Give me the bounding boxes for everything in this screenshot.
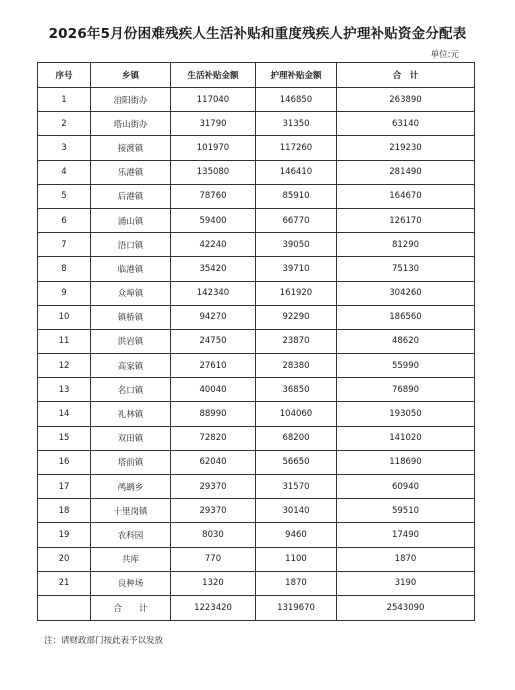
row-index: 21: [38, 571, 91, 595]
header-total: 合 计: [337, 63, 475, 88]
row-living-subsidy: 62040: [171, 450, 256, 474]
row-living-subsidy: 135080: [171, 160, 256, 184]
row-index: 4: [38, 160, 91, 184]
allocation-table: [37, 62, 475, 621]
row-town: 浯口镇: [91, 233, 171, 257]
table-row: [38, 208, 475, 232]
row-town: 名口镇: [91, 378, 171, 402]
row-living-subsidy: 29370: [171, 475, 256, 499]
row-living-subsidy: 88990: [171, 402, 256, 426]
row-living-subsidy: 29370: [171, 499, 256, 523]
row-total: 48620: [337, 329, 475, 353]
row-care-subsidy: 39050: [256, 233, 337, 257]
row-care-subsidy: 85910: [256, 184, 337, 208]
table-row: [38, 571, 475, 595]
row-living-subsidy: 78760: [171, 184, 256, 208]
table-row: [38, 160, 475, 184]
row-town: 镇桥镇: [91, 305, 171, 329]
row-index: 9: [38, 281, 91, 305]
row-living-subsidy: 35420: [171, 257, 256, 281]
row-total: 75130: [337, 257, 475, 281]
table-row: [38, 475, 475, 499]
table-header-row: [38, 63, 475, 88]
row-living-subsidy: 24750: [171, 329, 256, 353]
row-index: 16: [38, 450, 91, 474]
row-living-subsidy: 8030: [171, 523, 256, 547]
table-row: [38, 305, 475, 329]
total-index-cell: [38, 595, 91, 620]
row-living-subsidy: 142340: [171, 281, 256, 305]
row-town: 乐港镇: [91, 160, 171, 184]
row-care-subsidy: 30140: [256, 499, 337, 523]
row-living-subsidy: 770: [171, 547, 256, 571]
table-row: [38, 184, 475, 208]
row-care-subsidy: 1100: [256, 547, 337, 571]
header-town: 乡镇: [91, 63, 171, 88]
header-index: 序号: [38, 63, 91, 88]
row-town: 塔山街办: [91, 112, 171, 136]
row-index: 3: [38, 136, 91, 160]
row-care-subsidy: 23870: [256, 329, 337, 353]
table-row: [38, 450, 475, 474]
row-town: 洎阳街办: [91, 88, 171, 112]
row-index: 8: [38, 257, 91, 281]
row-town: 涌山镇: [91, 208, 171, 232]
row-index: 17: [38, 475, 91, 499]
row-care-subsidy: 1870: [256, 571, 337, 595]
row-town: 临港镇: [91, 257, 171, 281]
row-town: 鸬鹚乡: [91, 475, 171, 499]
row-total: 63140: [337, 112, 475, 136]
table-row: [38, 233, 475, 257]
row-town: 众埠镇: [91, 281, 171, 305]
row-town: 农科园: [91, 523, 171, 547]
unit-label: 单位:元: [430, 50, 459, 60]
total-care-subsidy: 1319670: [256, 595, 337, 620]
row-living-subsidy: 1320: [171, 571, 256, 595]
row-living-subsidy: 42240: [171, 233, 256, 257]
table-row: [38, 281, 475, 305]
row-town: 良种场: [91, 571, 171, 595]
row-care-subsidy: 104060: [256, 402, 337, 426]
row-living-subsidy: 117040: [171, 88, 256, 112]
row-town: 礼林镇: [91, 402, 171, 426]
row-index: 14: [38, 402, 91, 426]
row-total: 304260: [337, 281, 475, 305]
row-town: 十里岗镇: [91, 499, 171, 523]
row-total: 81290: [337, 233, 475, 257]
table-row: [38, 112, 475, 136]
row-index: 15: [38, 426, 91, 450]
footnote: 注：请财政部门按此表予以发放: [44, 636, 164, 646]
row-total: 186560: [337, 305, 475, 329]
row-care-subsidy: 66770: [256, 208, 337, 232]
row-total: 59510: [337, 499, 475, 523]
row-index: 11: [38, 329, 91, 353]
row-care-subsidy: 9460: [256, 523, 337, 547]
row-town: 双田镇: [91, 426, 171, 450]
row-living-subsidy: 59400: [171, 208, 256, 232]
row-index: 20: [38, 547, 91, 571]
row-total: 60940: [337, 475, 475, 499]
row-index: 7: [38, 233, 91, 257]
row-living-subsidy: 101970: [171, 136, 256, 160]
row-total: 126170: [337, 208, 475, 232]
row-index: 1: [38, 88, 91, 112]
row-total: 3190: [337, 571, 475, 595]
row-total: 141020: [337, 426, 475, 450]
row-living-subsidy: 72820: [171, 426, 256, 450]
row-index: 5: [38, 184, 91, 208]
row-index: 19: [38, 523, 91, 547]
header-living-subsidy: 生活补贴金额: [171, 63, 256, 88]
row-total: 118690: [337, 450, 475, 474]
total-label: 合 计: [91, 595, 171, 620]
row-care-subsidy: 28380: [256, 354, 337, 378]
row-care-subsidy: 31350: [256, 112, 337, 136]
table-row: [38, 547, 475, 571]
row-town: 塔前镇: [91, 450, 171, 474]
header-care-subsidy: 护理补贴金额: [256, 63, 337, 88]
table-body: [38, 88, 475, 596]
row-index: 10: [38, 305, 91, 329]
row-total: 164670: [337, 184, 475, 208]
table-row: [38, 136, 475, 160]
row-total: 55990: [337, 354, 475, 378]
total-row: [38, 595, 475, 620]
row-care-subsidy: 36850: [256, 378, 337, 402]
row-index: 12: [38, 354, 91, 378]
row-total: 193050: [337, 402, 475, 426]
row-town: 高家镇: [91, 354, 171, 378]
table-row: [38, 426, 475, 450]
total-living-subsidy: 1223420: [171, 595, 256, 620]
page-title: 2026年5月份困难残疾人生活补贴和重度残疾人护理补贴资金分配表: [48, 26, 467, 42]
table-row: [38, 88, 475, 112]
table-row: [38, 354, 475, 378]
row-total: 263890: [337, 88, 475, 112]
row-care-subsidy: 31570: [256, 475, 337, 499]
row-total: 1870: [337, 547, 475, 571]
row-town: 共库: [91, 547, 171, 571]
row-town: 后港镇: [91, 184, 171, 208]
row-care-subsidy: 56650: [256, 450, 337, 474]
row-index: 6: [38, 208, 91, 232]
row-town: 接渡镇: [91, 136, 171, 160]
table-row: [38, 402, 475, 426]
total-sum: 2543090: [337, 595, 475, 620]
row-total: 17490: [337, 523, 475, 547]
table-row: [38, 329, 475, 353]
row-total: 76890: [337, 378, 475, 402]
row-living-subsidy: 94270: [171, 305, 256, 329]
row-care-subsidy: 117260: [256, 136, 337, 160]
table-row: [38, 257, 475, 281]
row-care-subsidy: 161920: [256, 281, 337, 305]
table-row: [38, 378, 475, 402]
row-care-subsidy: 68200: [256, 426, 337, 450]
row-care-subsidy: 92290: [256, 305, 337, 329]
table-row: [38, 523, 475, 547]
row-total: 281490: [337, 160, 475, 184]
row-care-subsidy: 146410: [256, 160, 337, 184]
row-index: 13: [38, 378, 91, 402]
row-index: 18: [38, 499, 91, 523]
row-town: 洪岩镇: [91, 329, 171, 353]
row-care-subsidy: 39710: [256, 257, 337, 281]
row-living-subsidy: 27610: [171, 354, 256, 378]
row-total: 219230: [337, 136, 475, 160]
row-living-subsidy: 31790: [171, 112, 256, 136]
row-living-subsidy: 40040: [171, 378, 256, 402]
row-index: 2: [38, 112, 91, 136]
row-care-subsidy: 146850: [256, 88, 337, 112]
table-row: [38, 499, 475, 523]
